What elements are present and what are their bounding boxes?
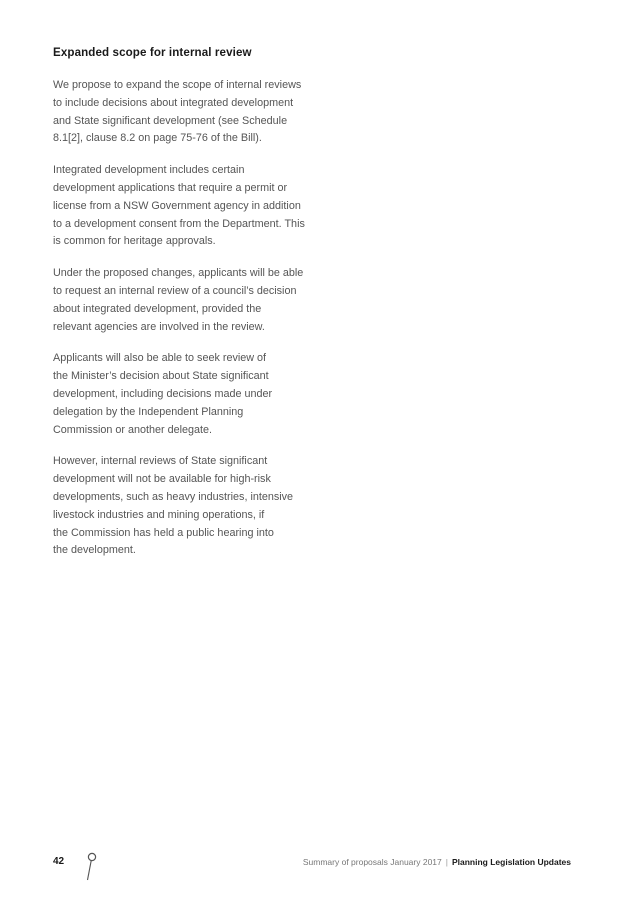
text-line: about integrated development, provided the — [53, 302, 262, 315]
text-line: to include decisions about integrated development — [53, 96, 294, 109]
text-line: the Commission has held a public hearing into — [53, 526, 274, 539]
paragraph-scope — [53, 77, 315, 148]
text-line: We propose to expand the scope of internal reviews — [53, 79, 302, 91]
page-footer — [0, 852, 624, 892]
footer-summary: Summary of proposals January 2017 — [302, 857, 442, 867]
paragraph-integrated-development — [53, 162, 315, 251]
text-line: to a development consent from the Department. This — [53, 217, 305, 230]
text-line: development applications that require a permit or — [53, 181, 288, 194]
text-line: license from a NSW Government agency in addition — [53, 199, 301, 212]
footer-title — [303, 857, 571, 867]
text-line: Integrated development includes certain — [53, 164, 245, 177]
text-line: the Minister’s decision about State significant — [53, 370, 269, 383]
text-line: and State significant development (see Schedule — [53, 114, 288, 127]
paragraph-minister-review — [53, 350, 315, 439]
paragraph-exclusions — [53, 453, 315, 560]
text-line: livestock industries and mining operations, if — [53, 508, 265, 521]
text-line: 8.1[2], clause 8.2 on page 75-76 of the Bill). — [53, 132, 262, 145]
paragraph-proposed-changes — [53, 265, 315, 336]
publication-title: Planning Legislation Updates — [451, 857, 571, 867]
text-line: Under the proposed changes, applicants will be able — [53, 267, 304, 280]
text-line: delegation by the Independent Planning — [53, 405, 244, 418]
text-line: developments, such as heavy industries, intensive — [53, 490, 294, 503]
text-line: Commission or another delegate. — [53, 423, 213, 436]
section-heading: Expanded scope for internal review — [53, 46, 252, 59]
text-line: Applicants will also be able to seek review of — [53, 352, 267, 365]
main-content — [53, 44, 315, 574]
text-line: development, including decisions made under — [53, 387, 273, 400]
text-line: relevant agencies are involved in the review. — [53, 320, 265, 333]
page-number: 42 — [53, 856, 65, 867]
text-line: is common for heritage approvals. — [53, 235, 216, 248]
text-line: However, internal reviews of State significant — [53, 455, 268, 468]
text-line: development will not be available for high-risk — [53, 473, 271, 486]
text-line: to request an internal review of a council’s decision — [53, 284, 297, 297]
map-pin-icon — [84, 852, 98, 882]
text-line: the development. — [53, 544, 136, 557]
footer-separator: | — [445, 857, 448, 867]
